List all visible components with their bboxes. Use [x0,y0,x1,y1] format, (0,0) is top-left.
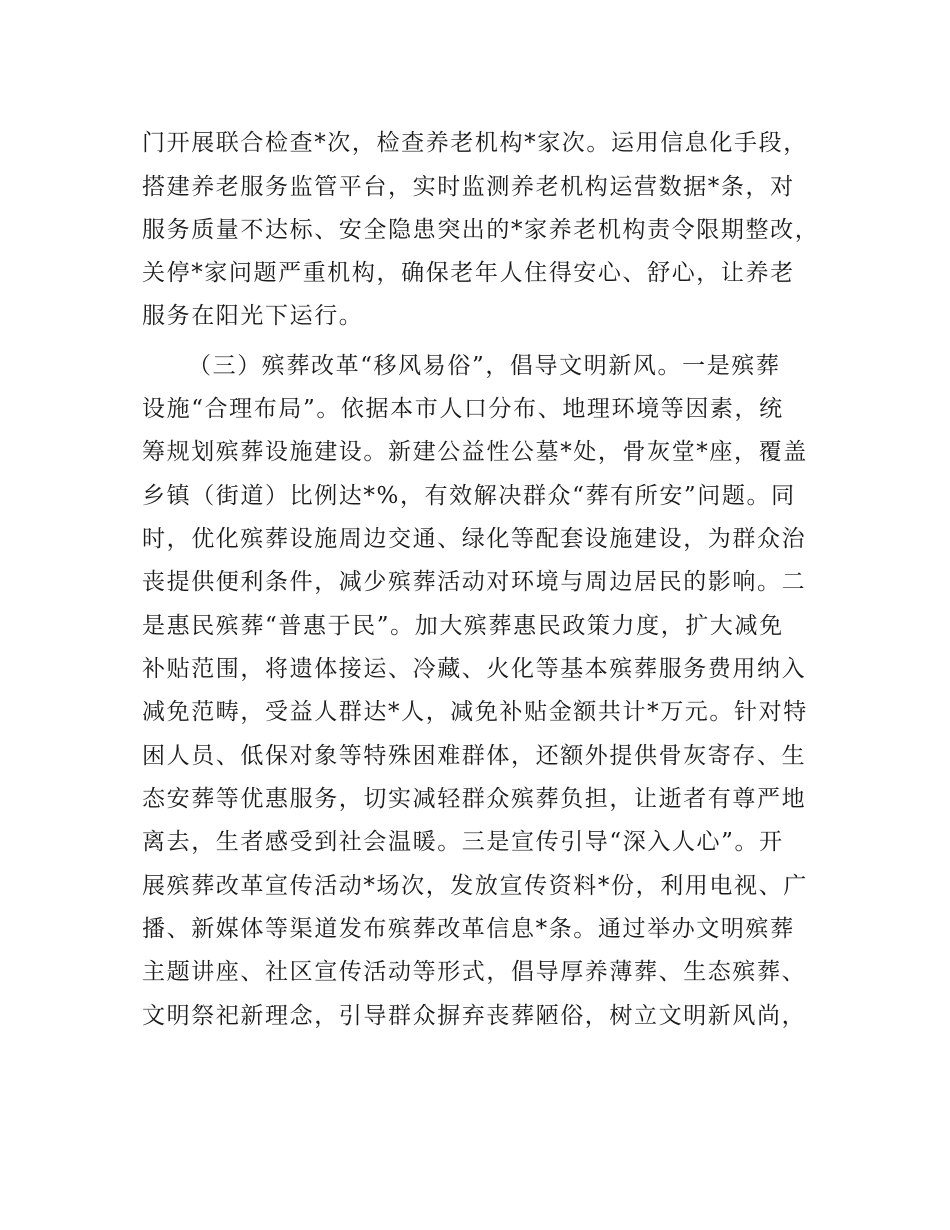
text-line: 丧提供便利条件，减少殡葬活动对环境与周边居民的影响。二 [142,569,807,595]
text-line: 设施“合理布局”。依据本市人口分布、地理环境等因素，统 [142,396,784,422]
text-line: 关停*家问题严重机构，确保老年人住得安心、舒心，让养老 [142,260,795,286]
text-line: 筹规划殡葬设施建设。新建公益性公墓*处，骨灰堂*座，覆盖 [142,439,808,465]
text-line: 态安葬等优惠服务，切实减轻群众殡葬负担，让逝者有尊严地 [142,786,807,812]
text-line: 服务在阳光下运行。 [142,303,364,329]
text-line: 减免范畴，受益人群达*人，减免补贴金额共计*万元。针对特 [142,699,808,725]
text-line: 主题讲座、社区宣传活动等形式，倡导厚养薄葬、生态殡葬、 [142,959,807,985]
text-line: 困人员、低保对象等特殊困难群体，还额外提供骨灰寄存、生 [142,743,807,769]
text-line: 是惠民殡葬“普惠于民”。加大殡葬惠民政策力度，扩大减免 [142,613,784,639]
text-line: 展殡葬改革宣传活动*场次，发放宣传资料*份，利用电视、广 [142,873,808,899]
text-line: 播、新媒体等渠道发布殡葬改革信息*条。通过举办文明殡葬 [142,916,795,942]
text-line: 门开展联合检查*次，检查养老机构*家次。运用信息化手段， [142,130,808,156]
text-line: 补贴范围，将遗体接运、冷藏、火化等基本殡葬服务费用纳入 [142,656,807,682]
text-line: 时，优化殡葬设施周边交通、绿化等配套设施建设，为群众治 [142,526,807,552]
text-line: 搭建养老服务监管平台，实时监测养老机构运营数据*条，对 [142,174,795,200]
section-heading-line: （三）殡葬改革“移风易俗”，倡导文明新风。一是殡葬 [188,353,781,379]
text-line: 服务质量不达标、安全隐患突出的*家养老机构责令限期整改， [142,217,820,243]
text-line: 文明祭祀新理念，引导群众摒弃丧葬陋俗，树立文明新风尚， [142,1003,807,1029]
text-line: 离去，生者感受到社会温暖。三是宣传引导“深入人心”。开 [142,829,784,855]
text-line: 乡镇（街道）比例达*%，有效解决群众“葬有所安”问题。同 [142,483,796,509]
